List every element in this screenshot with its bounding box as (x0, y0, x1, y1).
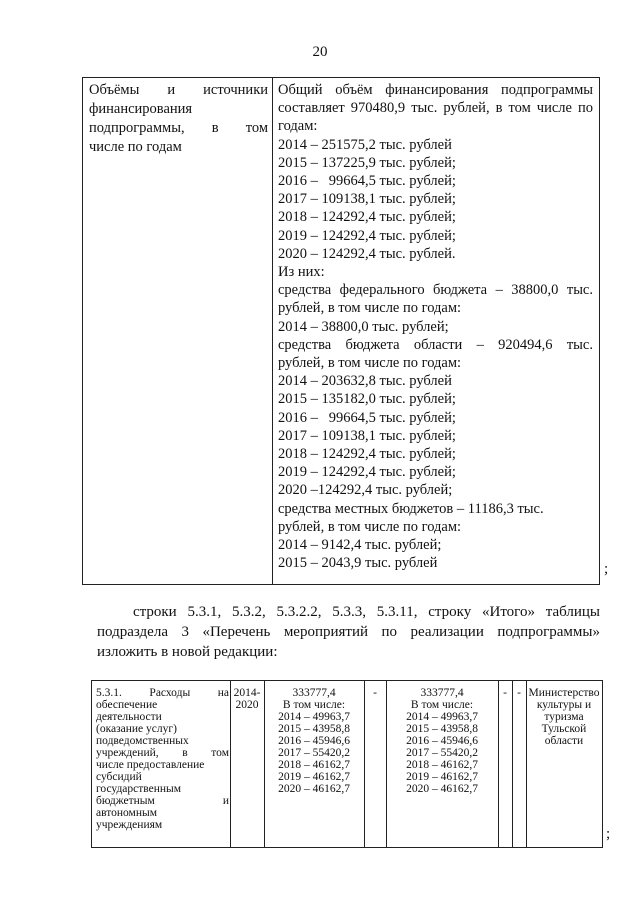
measure-local-cell (498, 681, 512, 847)
measure-regional-line: В том числе: (410, 699, 474, 711)
measures-table (91, 680, 603, 848)
measure-executor-line: Тульской (541, 723, 587, 735)
financing-label-line: финансирования (89, 101, 193, 117)
financing-value-line: 2014 – 38800,0 тыс. рублей; (278, 318, 449, 335)
measure-total-cell (264, 681, 364, 847)
amendment-paragraph (97, 602, 600, 662)
measure-regional-line: 2019 – 46162,7 (406, 771, 478, 783)
financing-value-line: 2020 – 124292,4 тыс. рублей. (278, 245, 456, 262)
measure-regional-cell (386, 681, 498, 847)
financing-value-line: составляет 970480,9 тыс. рублей, в том числе по (278, 100, 593, 117)
financing-value-line: 2015 – 135182,0 тыс. рублей; (278, 391, 456, 408)
table2-trailing-semicolon: ; (606, 826, 611, 842)
measure-extrabudget-cell (512, 681, 526, 847)
financing-value-line: 2020 –124292,4 тыс. рублей; (278, 482, 453, 499)
financing-label-cell (83, 78, 273, 584)
financing-table (82, 77, 600, 585)
measure-name-line: (оказание услуг) (96, 723, 177, 735)
measure-federal-cell (364, 681, 386, 847)
paragraph-line-3: изложить в новой редакции: (97, 644, 278, 660)
measure-total-line: В том числе: (282, 699, 346, 711)
measure-regional-line: 2016 – 45946,6 (406, 735, 478, 747)
measure-total-line: 333777,4 (292, 687, 336, 699)
measure-name-line: 5.3.1. Расходы на (96, 687, 229, 699)
measure-executor-line: культуры и (536, 699, 592, 711)
measure-name-line: бюджетным и (96, 795, 229, 807)
measure-regional-line: 2018 – 46162,7 (406, 759, 478, 771)
financing-value-line: средства федерального бюджета – 38800,0 тыс. (278, 282, 593, 299)
measure-total-line: 2015 – 43958,8 (278, 723, 350, 735)
measure-regional-line: 2014 – 49963,7 (406, 711, 478, 723)
financing-value-line: 2019 – 124292,4 тыс. рублей; (278, 464, 456, 481)
financing-value-line: 2014 – 251575,2 тыс. рублей (278, 136, 452, 153)
measure-name-line: субсидий (96, 771, 142, 783)
financing-value-line: 2018 – 124292,4 тыс. рублей; (278, 446, 456, 463)
table1-trailing-semicolon: ; (604, 561, 609, 577)
measure-total-line: 2014 – 49963,7 (278, 711, 350, 723)
measure-name-line: учреждений, в том (96, 747, 229, 759)
measure-name-line: деятельности (96, 711, 162, 723)
federal-value: - (373, 687, 377, 699)
measure-executor-cell (526, 681, 602, 847)
financing-value-line: 2014 – 9142,4 тыс. рублей; (278, 537, 442, 554)
financing-value-line: 2015 – 137225,9 тыс. рублей; (278, 154, 456, 171)
extrabudget-value: - (517, 687, 521, 699)
measure-regional-line: 2020 – 46162,7 (406, 783, 478, 795)
financing-value-line: 2017 – 109138,1 тыс. рублей; (278, 427, 456, 444)
financing-value-cell (273, 78, 599, 584)
measure-regional-line: 333777,4 (420, 687, 464, 699)
financing-value-line: средства местных бюджетов – 11186,3 тыс. (278, 500, 544, 517)
financing-value-line: 2018 – 124292,4 тыс. рублей; (278, 209, 456, 226)
measure-name-line: автономным (96, 807, 157, 819)
page-number: 20 (312, 44, 328, 60)
measure-period-cell (230, 681, 264, 847)
financing-label-line: числе по годам (89, 139, 182, 155)
financing-value-line: 2017 – 109138,1 тыс. рублей; (278, 191, 456, 208)
financing-value-line: Из них: (278, 264, 325, 281)
paragraph-line-2: подраздела 3 «Перечень мероприятий по реализации подпрограммы» (97, 624, 600, 640)
measure-name-line: обеспечение (96, 699, 158, 711)
measure-name-line: числе предоставление (96, 759, 205, 771)
measure-name-line: учреждениям (96, 819, 163, 831)
financing-value-line: рублей, в том числе по годам: (278, 300, 462, 317)
measure-total-line: 2016 – 45946,6 (278, 735, 350, 747)
measure-executor-line: области (544, 735, 584, 747)
measure-regional-line: 2015 – 43958,8 (406, 723, 478, 735)
measure-executor-line: туризма (544, 711, 584, 723)
measure-name-cell (96, 681, 229, 847)
financing-label-line: Объёмы и источники (89, 82, 268, 98)
local-value: - (503, 687, 507, 699)
financing-value-line: рублей, в том числе по годам: (278, 355, 462, 372)
measure-total-line: 2018 – 46162,7 (278, 759, 350, 771)
measure-period-line: 2014- (233, 687, 261, 699)
financing-value-line: 2016 – 99664,5 тыс. рублей; (278, 409, 456, 426)
financing-value-line: 2016 – 99664,5 тыс. рублей; (278, 173, 456, 190)
financing-value-line: 2015 – 2043,9 тыс. рублей (278, 555, 438, 572)
paragraph-line-1: строки 5.3.1, 5.3.2, 5.3.2.2, 5.3.3, 5.3.11, строку «Итого» таблицы (133, 604, 600, 620)
financing-value-line: 2014 – 203632,8 тыс. рублей (278, 373, 452, 390)
measure-total-line: 2020 – 46162,7 (278, 783, 350, 795)
measure-total-line: 2019 – 46162,7 (278, 771, 350, 783)
measure-executor-line: Министерство (528, 687, 600, 699)
financing-value-line: 2019 – 124292,4 тыс. рублей; (278, 227, 456, 244)
financing-value-line: Общий объём финансирования подпрограммы (278, 82, 593, 98)
financing-value-line: годам: (278, 118, 318, 135)
measure-name-line: подведомственных (96, 735, 189, 747)
financing-label-line: подпрограммы, в том (89, 120, 268, 136)
measure-period-line: 2020 (235, 699, 259, 711)
measure-name-line: государственным (96, 783, 182, 795)
measure-regional-line: 2017 – 55420,2 (406, 747, 478, 759)
financing-value-line: рублей, в том числе по годам: (278, 518, 462, 535)
financing-value-line: средства бюджета области – 920494,6 тыс. (278, 336, 593, 353)
measure-total-line: 2017 – 55420,2 (278, 747, 350, 759)
